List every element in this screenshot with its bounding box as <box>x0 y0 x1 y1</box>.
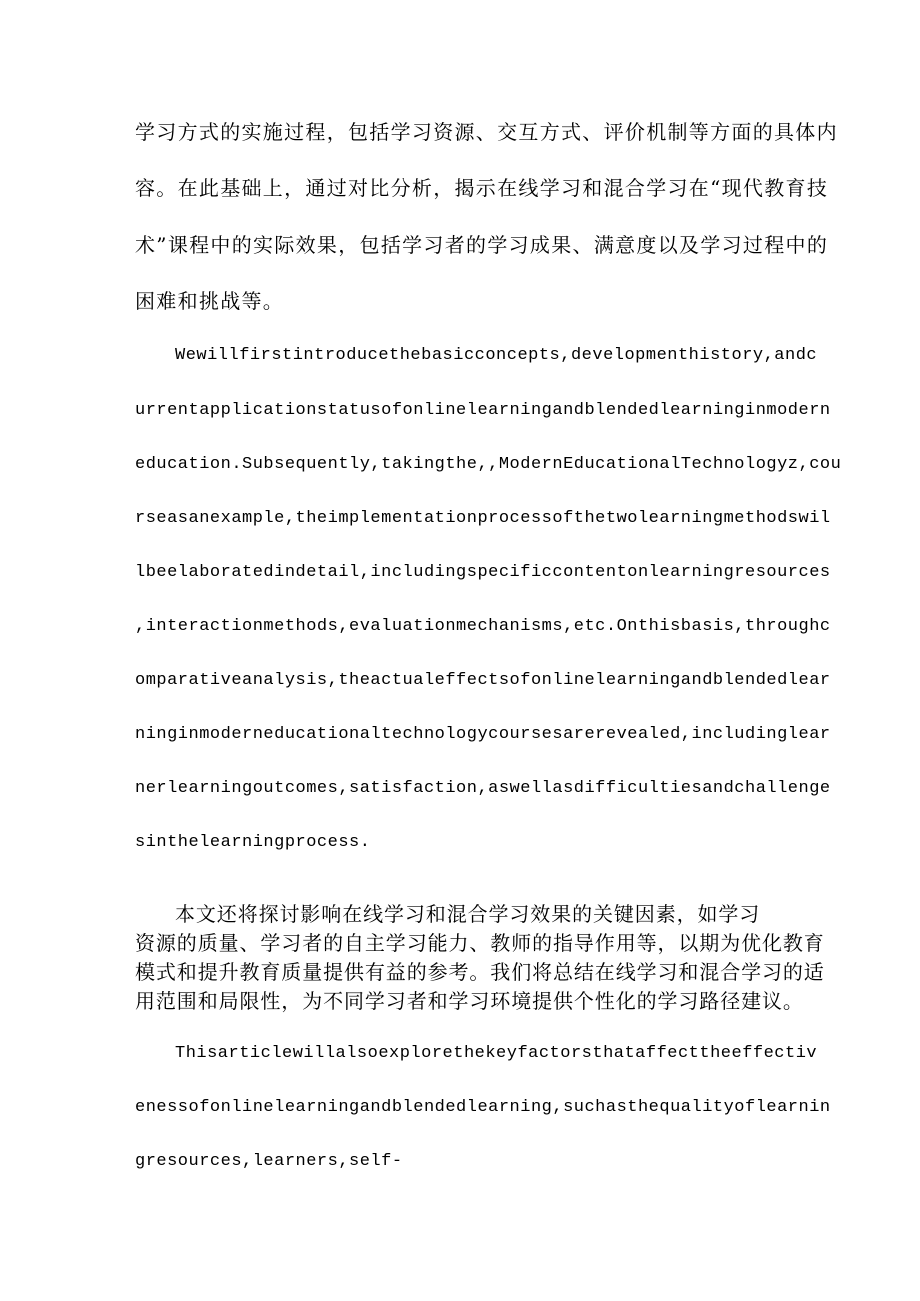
paragraph-line: Thisarticlewillalsoexplorethekeyfactorsthataffecttheeffectiv <box>175 1044 818 1063</box>
paragraph-line: rseasanexample,theimplementationprocessofthetwolearningmethodswil <box>135 509 831 528</box>
paragraph-line: Wewillfirstintroducethebasicconcepts,developmenthistory,andc <box>175 346 818 365</box>
paragraph-line: gresources,learners,self- <box>135 1152 403 1171</box>
paragraph-line: 学习方式的实施过程，包括学习资源、交互方式、评价机制等方面的具体内 <box>135 120 838 144</box>
paragraph-line: omparativeanalysis,theactualeffectsofonlinelearningandblendedlear <box>135 671 831 690</box>
paragraph-line: 本文还将探讨影响在线学习和混合学习效果的关键因素，如学习 <box>175 902 761 926</box>
paragraph-line: ninginmoderneducationaltechnologycoursesarerevealed,includinglear <box>135 725 831 744</box>
paragraph-line: 资源的质量、学习者的自主学习能力、教师的指导作用等，以期为优化教育 <box>135 931 825 955</box>
paragraph-line: 模式和提升教育质量提供有益的参考。我们将总结在线学习和混合学习的适 <box>135 960 825 984</box>
paragraph-line: lbeelaboratedindetail,includingspecificcontentonlearningresources <box>135 563 831 582</box>
paragraph-line: 用范围和局限性，为不同学习者和学习环境提供个性化的学习路径建议。 <box>135 989 804 1013</box>
paragraph-line: ,interactionmethods,evaluationmechanisms,etc.Onthisbasis,throughc <box>135 617 831 636</box>
paragraph-line: urrentapplicationstatusofonlinelearningandblendedlearninginmodern <box>135 401 831 420</box>
paragraph-line: 困难和挑战等。 <box>135 289 285 313</box>
paragraph-line: enessofonlinelearningandblendedlearning,suchasthequalityoflearnin <box>135 1098 831 1117</box>
paragraph-line: 容。在此基础上，通过对比分析，揭示在线学习和混合学习在“现代教育技 <box>135 176 829 200</box>
paragraph-line: 术”课程中的实际效果，包括学习者的学习成果、满意度以及学习过程中的 <box>135 233 829 257</box>
paragraph-line: sinthelearningprocess. <box>135 833 371 852</box>
paragraph-line: nerlearningoutcomes,satisfaction,aswellasdifficultiesandchallenge <box>135 779 831 798</box>
paragraph-line: education.Subsequently,takingthe,,ModernEducationalTechnologyz,cou <box>135 455 842 474</box>
